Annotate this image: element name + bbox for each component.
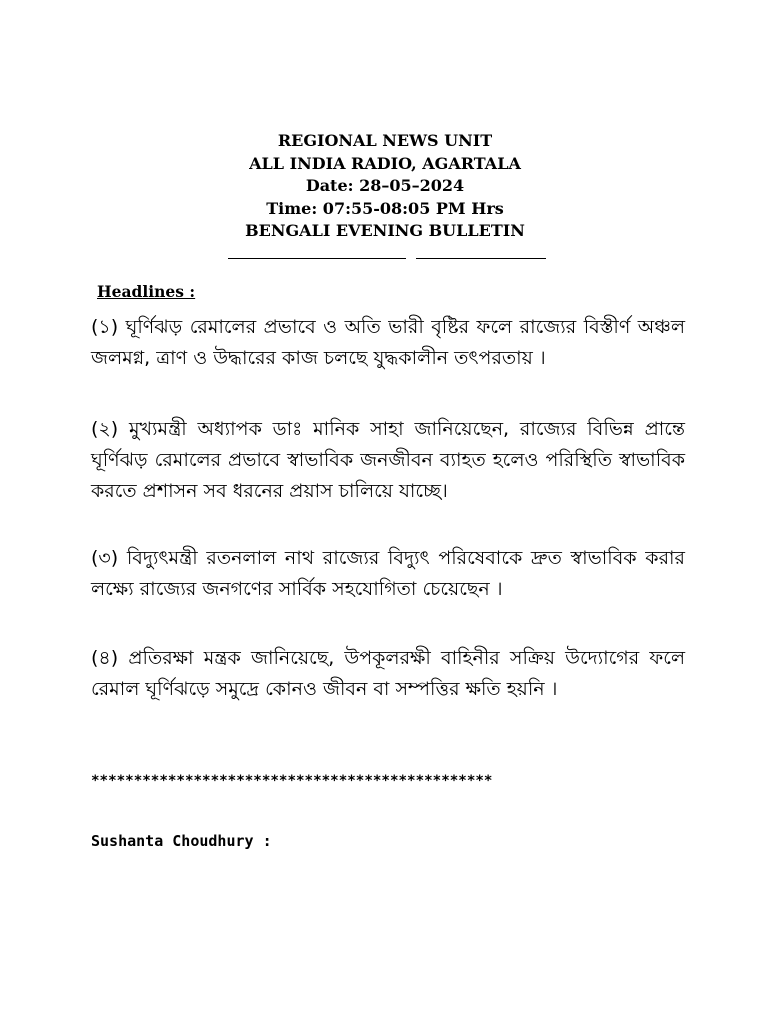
headline-item-3: (৩) বিদ্যুৎমন্ত্রী রতনলাল নাথ রাজ্যের বিদ্যুৎ পরিষেবাকে দ্রুত স্বাভাবিক করার লক্ষ্যে রাজ্যের জনগণের সার্বিক সহযোগিতা চেয়েছেন ।: [91, 547, 685, 600]
headline-item-4: (৪) প্রতিরক্ষা মন্ত্রক জানিয়েছে, উপকূলরক্ষী বাহিনীর সক্রিয় উদ্যোগের ফলে রেমাল ঘূর্ণিঝড়ে সমুদ্রে কোনও জীবন বা সম্পত্তির ক্ষতি হয়নি ।: [91, 647, 685, 700]
headline-item-1: (১) ঘূর্ণিঝড় রেমালের প্রভাবে ও অতি ভারী বৃষ্টির ফলে রাজ্যের বিস্তীর্ণ অঞ্চল জলমগ্ন, ত্রাণ ও উদ্ধারের কাজ চলছে যুদ্ধকালীন তৎপরতায় ।: [91, 316, 685, 369]
station-name: ALL INDIA RADIO, AGARTALA: [249, 153, 521, 173]
bulletin-title: BENGALI EVENING BULLETIN: [245, 221, 525, 240]
bulletin-time: Time: 07:55-08:05 PM Hrs: [266, 198, 504, 218]
headline-item-2: (২) মুখ্যমন্ত্রী অধ্যাপক ডাঃ মানিক সাহা জানিয়েছেন, রাজ্যের বিভিন্ন প্রান্তে ঘূর্ণিঝড় রেমালের প্রভাবে স্বাভাবিক জনজীবন ব্যাহত হলেও পরিস্থিতি স্বাভাবিক করতে প্রশাসন সব ধরনের প্রয়াস চালিয়ে যাচ্ছে।: [91, 418, 685, 502]
header-rule-right: [416, 258, 546, 259]
signature: Sushanta Choudhury :: [91, 832, 272, 850]
headlines-label: Headlines :: [97, 282, 196, 301]
unit-title: REGIONAL NEWS UNIT: [277, 131, 493, 150]
separator-stars: ***********************************************: [91, 773, 493, 789]
bulletin-header: [0, 130, 770, 243]
header-rule-left: [228, 258, 406, 259]
bulletin-date: Date: 28–05–2024: [305, 176, 465, 195]
